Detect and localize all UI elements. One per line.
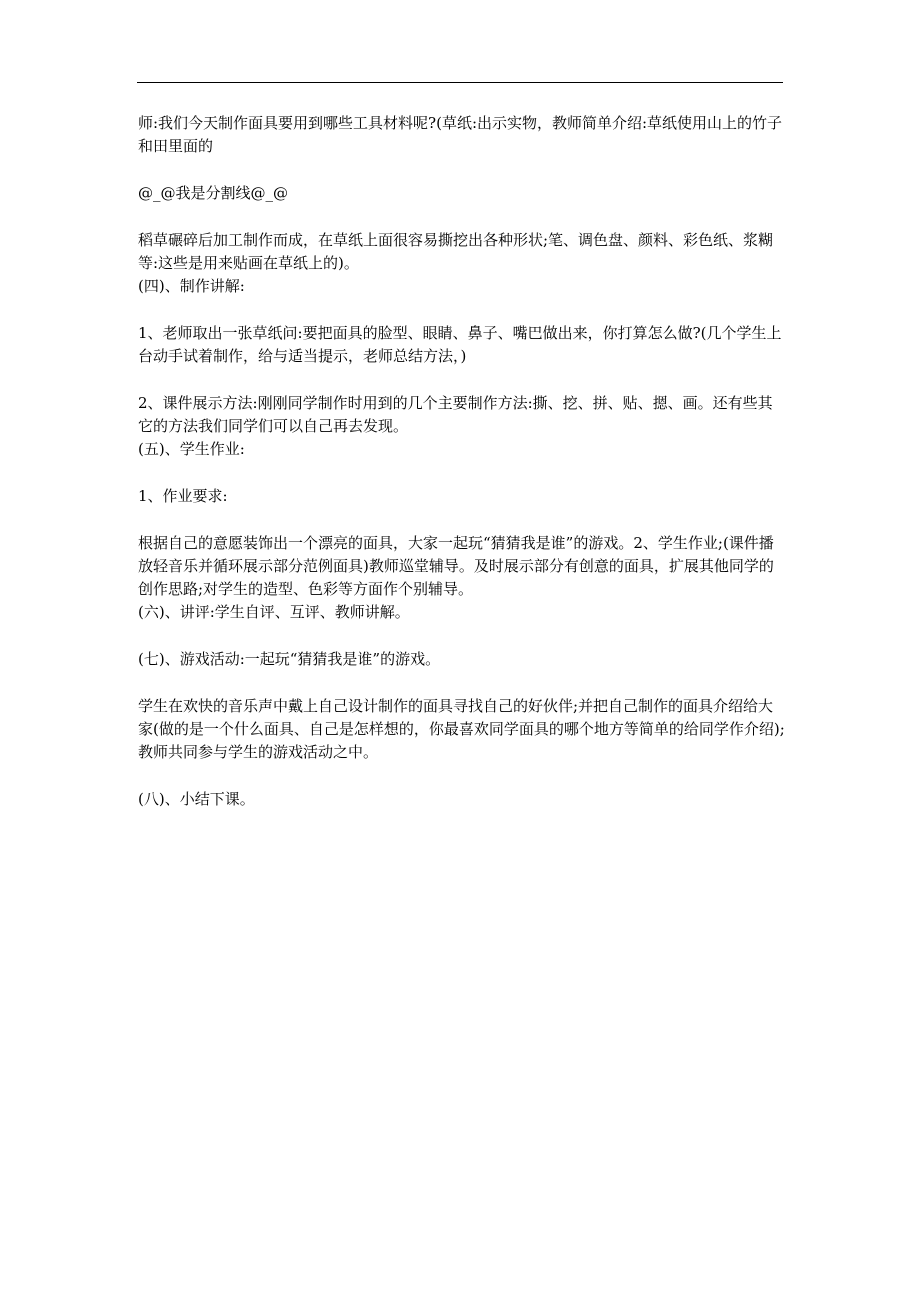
paragraph-step-2: 2、课件展示方法:刚刚同学制作时用到的几个主要制作方法:撕、挖、拼、贴、摁、画。还有些其它的方法我们同学们可以自己再去发现。 [138,394,773,435]
section-heading-5: (五)、学生作业: [138,440,245,458]
divider-text: @_@我是分割线@_@ [138,184,289,202]
section-heading-4: (四)、制作讲解: [138,277,245,295]
paragraph-homework-req: 1、作业要求: [138,487,228,505]
paragraph-game: 学生在欢快的音乐声中戴上自己设计制作的面具寻找自己的好伙伴;并把自己制作的面具介绍给大家(做的是一个什么面具、自己是怎样想的，你最喜欢同学面具的哪个地方等简单的给同学作介绍);教师共同参与学生的游戏活动之中。 [138,697,785,761]
paragraph-homework: 根据自己的意愿装饰出一个漂亮的面具，大家一起玩“猜猜我是谁”的游戏。2、学生作业;(课件播放轻音乐并循环展示部分范例面具)教师巡堂辅导。及时展示部分有创意的面具，扩展其他同学的创作思路;对学生的造型、色彩等方面作个别辅导。 [138,534,774,598]
paragraph-materials: 师:我们今天制作面具要用到哪些工具材料呢?(草纸:出示实物，教师简单介绍:草纸使用山上的竹子和田里面的 [138,114,783,155]
document-body [138,112,786,811]
section-heading-8: (八)、小结下课。 [138,790,255,808]
paragraph-step-1: 1、老师取出一张草纸问:要把面具的脸型、眼睛、鼻子、嘴巴做出来，你打算怎么做?(几个学生上台动手试着制作，给与适当提示，老师总结方法，) [138,324,782,365]
section-heading-7: (七)、游戏活动:一起玩“猜猜我是谁”的游戏。 [138,650,441,668]
section-heading-6: (六)、讲评:学生自评、互评、教师讲解。 [138,603,410,621]
paragraph-materials-continued: 稻草碾碎后加工制作而成，在草纸上面很容易撕挖出各种形状;笔、调色盘、颜料、彩色纸、浆糊等:这些是用来贴画在草纸上的)。 [138,231,774,272]
header-rule [137,82,783,83]
